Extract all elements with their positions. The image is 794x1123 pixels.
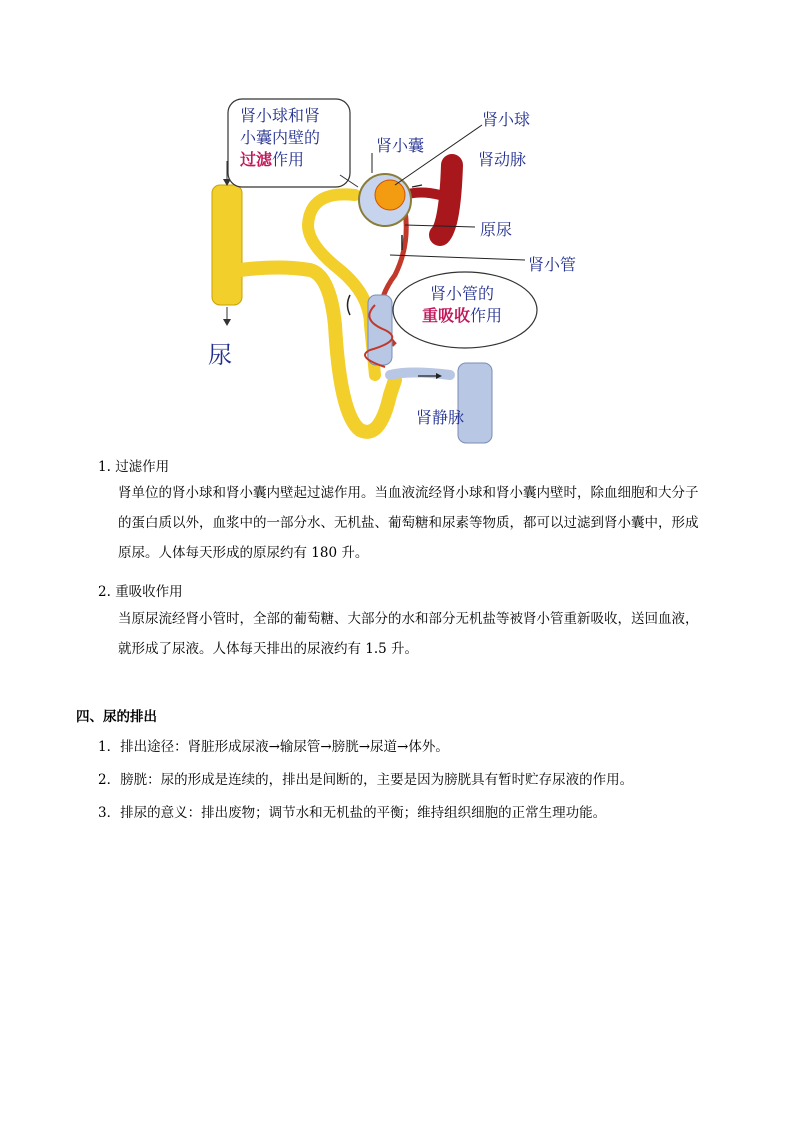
item-2-body: [118, 604, 738, 664]
item-2-line: 就形成了尿液。人体每天排出的尿液约有 1.5 升。: [118, 641, 419, 657]
leader-renal-tubule: [390, 255, 525, 260]
renal-vein: [458, 363, 492, 443]
item-1-line: 的蛋白质以外，血浆中的一部分水、无机盐、葡萄糖和尿素等物质，都可以过滤到肾小囊中，形成: [118, 515, 699, 531]
label-renal-vein: 肾静脉: [416, 408, 465, 427]
callout-reabsorb-highlight: 重吸收: [422, 306, 471, 325]
callout-filter-line3: [240, 149, 320, 171]
item-1-title-text: 过滤作用: [115, 459, 170, 475]
label-capsule: 肾小囊: [376, 136, 425, 155]
item-1-line: 原尿。人体每天形成的原尿约有 180 升。: [118, 545, 369, 561]
callout-filter-line2: 小囊内壁的: [240, 128, 321, 147]
callout-reabsorb-suffix: 作用: [470, 306, 503, 325]
item-2-title: [98, 580, 183, 600]
arrow-tubule-left: [348, 295, 351, 315]
capillary-network: [368, 295, 392, 365]
arrow-artery: [412, 185, 422, 187]
item-1-line: 肾单位的肾小球和肾小囊内壁起过滤作用。当血液流经肾小球和肾小囊内壁时，除血细胞和大分子: [118, 485, 699, 501]
item-2-line: 当原尿流经肾小管时，全部的葡萄糖、大部分的水和部分无机盐等被肾小管重新吸收，送回血液，: [118, 611, 699, 627]
section-4-point: 2．膀胱：尿的形成是连续的，排出是间断的，主要是因为膀胱具有暂时贮存尿液的作用。: [98, 772, 634, 788]
collecting-duct: [212, 185, 242, 305]
item-1-number: 1.: [98, 459, 111, 475]
label-renal-tubule: 肾小管: [528, 255, 577, 274]
callout-reabsorb-line1: 肾小管的: [430, 284, 495, 303]
renal-artery: [440, 165, 452, 235]
section-4-title: 四、尿的排出: [76, 709, 157, 725]
callout-filter: [240, 105, 320, 171]
item-2-title-text: 重吸收作用: [115, 584, 183, 600]
venule: [390, 373, 450, 376]
callout-reabsorb-line2: [422, 305, 502, 327]
label-primary-urine: 原尿: [480, 220, 513, 239]
item-1-body: [118, 478, 738, 568]
callout-filter-suffix: 作用: [272, 150, 305, 169]
label-urine: 尿: [208, 341, 232, 369]
callout-reabsorb: [422, 283, 502, 327]
callout-filter-highlight: 过滤: [240, 150, 273, 169]
glomerulus: [375, 180, 405, 210]
section-4-point: 1．排出途径：肾脏形成尿液→输尿管→膀胱→尿道→体外。: [98, 739, 449, 755]
section-4-point: 3．排尿的意义：排出废物；调节水和无机盐的平衡；维持组织细胞的正常生理功能。: [98, 805, 607, 821]
arrowhead-urine: [223, 319, 231, 326]
label-glomerulus: 肾小球: [482, 110, 531, 129]
item-2-number: 2.: [98, 584, 111, 600]
item-1-title: [98, 455, 169, 475]
callout-filter-line1: 肾小球和肾: [240, 106, 321, 125]
section-4-points: [98, 731, 738, 830]
label-renal-artery: 肾动脉: [478, 150, 527, 169]
nephron-diagram: [190, 95, 610, 445]
